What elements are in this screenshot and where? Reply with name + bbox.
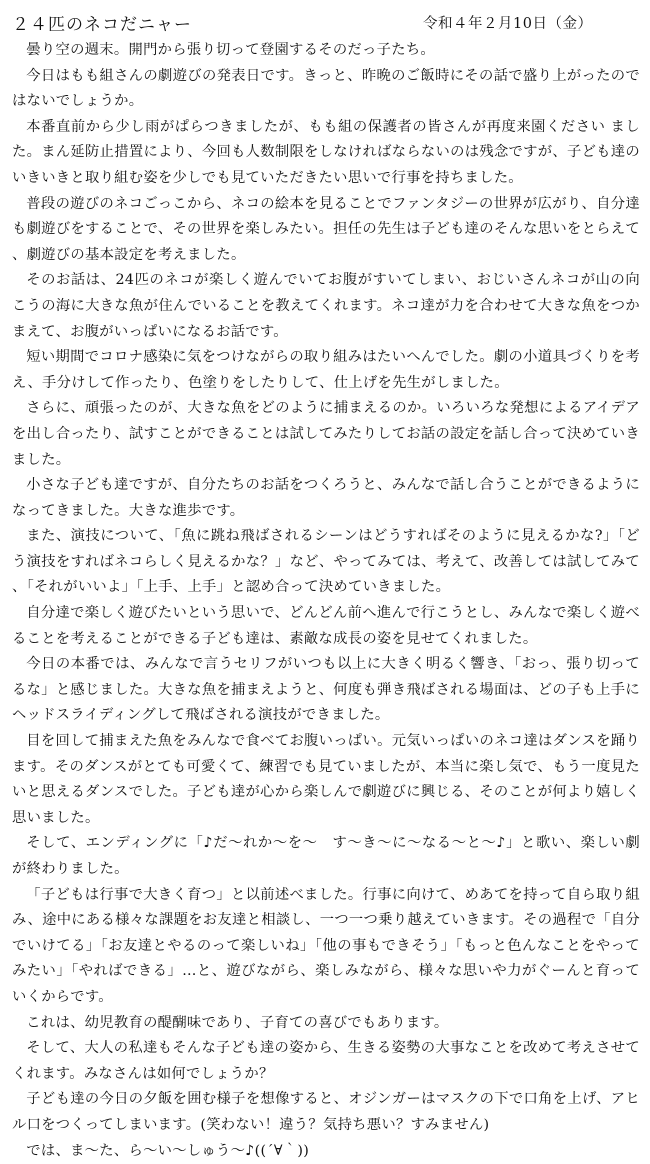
newsletter-title: ２４匹のネコだニャー	[12, 15, 192, 35]
paragraph-16: そして、大人の私達もそんな子ども達の姿から、生きる姿勢の大事なことを改めて考えさせてくれます。みなさんは如何でしょうか？	[12, 1040, 640, 1082]
paragraph-2: 今日はもも組さんの劇遊びの発表日です。きっと、昨晩のご飯時にその話で盛り上がったのではないでしょうか。	[12, 67, 640, 110]
paragraph-9: また、演技について、「魚に跳ね飛ばされるシーンはどうすればそのように見えるかな?」「どう演技をすればネコらしく見えるかな？」など、やってみては、考えて、改善しては試してみて、「それがいいよ」「上手、上手」と認め合って決めていきました。	[12, 528, 640, 596]
paragraph-1: 曇り空の週末。開門から張り切って登園するそのだっ子たち。	[26, 42, 436, 58]
paragraph-10: 自分達で楽しく遊びたいという思いで、どんどん前へ進んで行こうとし、みんなで楽しく遊べることを考えることができる子ども達は、素敵な成長の姿を見せてくれました。	[12, 605, 640, 647]
paragraph-6: 短い期間でコロナ感染に気をつけながらの取り組みはたいへんでした。劇の小道具づくりを考え、手分けして作ったり、色塗りをしたりして、仕上げを先生がしました。	[12, 349, 640, 391]
paragraph-5: そのお話は、24匹のネコが楽しく遊んでいてお腹がすいてしまい、おじいさんネコが山の向こうの海に大きな魚が住んでいることを教えてくれます。ネコ達が力を合わせて大きな魚をつかまえて、お腹がいっぱいになるお話です。	[12, 272, 640, 340]
header	[12, 10, 638, 34]
paragraph-12: 目を回して捕まえた魚をみんなで食べてお腹いっぱい。元気いっぱいのネコ達はダンスを踊ります。そのダンスがとても可愛くて、練習でも見ていましたが、本当に楽し気で、もう一度見たいと思えるダンスでした。子ども達が心から楽しんで劇遊びに興じる、そのことが何より嬉しく思いました。	[12, 733, 640, 826]
paragraph-14: 「子どもは行事で大きく育つ」と以前述べました。行事に向けて、めあてを持って自ら取り組み、途中にある様々な課題をお友達と相談し、一つ一つ乗り越えていきます。その過程で「自分でいけてる」「お友達とやるのって楽しいね」「他の事もできそう」「もっと色んなことをやってみたい」「やればできる」…と、遊びながら、楽しみながら、様々な思いや力がぐーんと育っていくからです。	[12, 886, 640, 1005]
paragraph-15: これは、幼児教育の醍醐味であり、子育ての喜びでもあります。	[26, 1014, 449, 1031]
paragraph-13: そして、エンディングに「♪だ〜れか〜を〜 す〜き〜に〜なる〜と〜♪」と歌い、楽しい劇が終わりました。	[12, 835, 640, 877]
paragraph-17: 子ども達の今日の夕飯を囲む様子を想像すると、オジンガーはマスクの下で口角を上げ、アヒル口をつくってしまいます。(笑わない！違う？気持ち悪い？すみません)	[12, 1091, 640, 1133]
issue-date: 令和４年２月10日（金）	[423, 16, 593, 32]
paragraph-18: では、ま〜た、ら〜い〜しゅう〜♪((´∀｀))	[26, 1142, 310, 1159]
paragraph-7: さらに、頑張ったのが、大きな魚をどのように捕まえるのか。いろいろな発想によるアイデアを出し合ったり、試すことができることは試してみたりしてお話の設定を話し合って決めていきました。	[12, 400, 640, 468]
paragraph-4: 普段の遊びのネコごっこから、ネコの絵本を見ることでファンタジーの世界が広がり、自分達も劇遊びをすることで、その世界を楽しみたい。担任の先生は子ども達のそんな思いをとらえて、劇遊びの基本設定を考えました。	[12, 195, 640, 263]
paragraph-11: 今日の本番では、みんなで言うセリフがいつも以上に大きく明るく響き、「おっ、張り切ってるな」と感じました。大きな魚を捕まえようと、何度も弾き飛ばされる場面は、どの子も上手にヘッドスライディングして飛ばされる演技ができました。	[12, 656, 640, 724]
article-body	[12, 38, 640, 1164]
paragraph-3: 本番直前から少し雨がぱらつきましたが、もも組の保護者の皆さんが再度来園ください ました。まん延防止措置により、今回も人数制限をしなければならないのは残念ですが、子ども達のいきいきと取り組む姿を少しでも見ていただきたい思いで行事を持ちました。	[12, 118, 640, 186]
paragraph-8: 小さな子ども達ですが、自分たちのお話をつくろうと、みんなで話し合うことができるようになってきました。大きな進歩です。	[12, 477, 640, 519]
